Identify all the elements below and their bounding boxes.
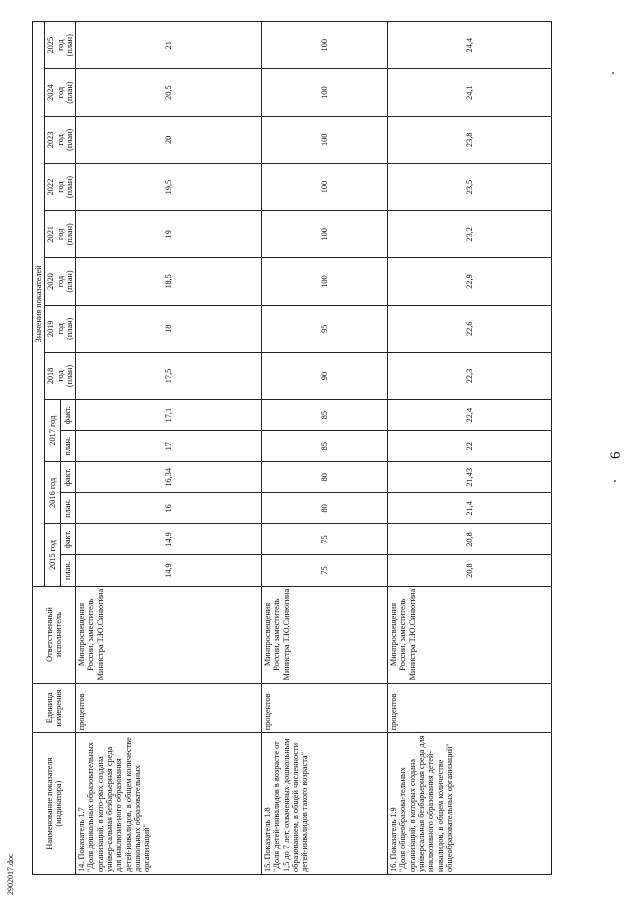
value-cell: 16 — [76, 493, 262, 524]
header-year-2025: 2025 год (план) — [45, 22, 76, 69]
header-year-2019: 2019 год (план) — [45, 305, 76, 352]
value-cell: 100 — [262, 258, 388, 305]
header-2017-plan: план. — [60, 431, 75, 462]
header-values-group: Значения показателей — [33, 22, 45, 587]
value-cell: 85 — [262, 431, 388, 462]
indicator-name-cell: 14. Показатель 1.7 "Доля дошкольных образовательных организаций, в кото-рых создана универ-сальная безбарьерная среда для инклюзив-ного образования детей-инвалидов, в общем количестве дошкольных образовательных организаций" — [76, 733, 262, 875]
value-cell: 17,1 — [76, 400, 262, 431]
value-cell: 22 — [388, 431, 552, 462]
unit-cell: процентов — [388, 683, 552, 733]
value-cell: 21,43 — [388, 462, 552, 493]
value-cell: 100 — [262, 163, 388, 210]
value-cell: 80 — [262, 462, 388, 493]
value-cell: 22,9 — [388, 258, 552, 305]
value-cell: 20,8 — [388, 555, 552, 586]
value-cell: 75 — [262, 524, 388, 555]
unit-cell: процентов — [76, 683, 262, 733]
header-2015-plan: план. — [60, 555, 75, 586]
header-year-2021: 2021 год (план) — [45, 211, 76, 258]
header-2016-fact: факт. — [60, 462, 75, 493]
value-cell: 23,5 — [388, 163, 552, 210]
value-cell: 100 — [262, 22, 388, 69]
header-2015: 2015 год — [45, 524, 60, 586]
value-cell: 14,9 — [76, 524, 262, 555]
table-row — [76, 22, 262, 875]
value-cell: 22,4 — [388, 400, 552, 431]
header-2017-fact: факт. — [60, 400, 75, 431]
value-cell: 14,9 — [76, 555, 262, 586]
value-cell: 16,34 — [76, 462, 262, 493]
value-cell: 18,5 — [76, 258, 262, 305]
value-cell: 22,6 — [388, 305, 552, 352]
value-cell: 18 — [76, 305, 262, 352]
value-cell: 100 — [262, 69, 388, 116]
value-cell: 20,8 — [388, 524, 552, 555]
header-year-2024: 2024 год (план) — [45, 69, 76, 116]
value-cell: 95 — [262, 305, 388, 352]
table-row — [388, 22, 552, 875]
header-2016-plan: план. — [60, 493, 75, 524]
value-cell: 100 — [262, 211, 388, 258]
unit-cell: процентов — [262, 683, 388, 733]
value-cell: 75 — [262, 555, 388, 586]
responsible-cell: Минпросвещения России, заместитель Министра Т.Ю.Синюгина — [262, 586, 388, 683]
value-cell: 24,4 — [388, 22, 552, 69]
responsible-cell: Минпросвещения России, заместитель Министра Т.Ю.Синюгина — [76, 586, 262, 683]
scan-speck — [612, 72, 614, 74]
header-year-2023: 2023 год (план) — [45, 116, 76, 163]
indicators-table — [32, 21, 552, 875]
responsible-cell: Минпросвещения России, заместитель Министра Т.Ю.Синюгина — [388, 586, 552, 683]
header-year-2022: 2022 год (план) — [45, 163, 76, 210]
page-number: 6 — [608, 451, 624, 459]
header-year-2018: 2018 год (план) — [45, 352, 76, 399]
value-cell: 23,2 — [388, 211, 552, 258]
header-2016: 2016 год — [45, 462, 60, 524]
value-cell: 20 — [76, 116, 262, 163]
value-cell: 100 — [262, 116, 388, 163]
header-name: Наименование показателя (индикатора) — [33, 733, 76, 875]
indicator-name-cell: 16. Показатель 1.9 "Доля общеобразова-тельных организаций, в которых создана универсальная безбарьерная среда для инклюзивного образования детей-инвалидов, в общем количестве общеобразовательных организаций" — [388, 733, 552, 875]
header-year-2020: 2020 год (план) — [45, 258, 76, 305]
header-2017: 2017 год — [45, 400, 60, 462]
value-cell: 24,1 — [388, 69, 552, 116]
value-cell: 19 — [76, 211, 262, 258]
value-cell: 85 — [262, 400, 388, 431]
table-row — [262, 22, 388, 875]
value-cell: 23,8 — [388, 116, 552, 163]
value-cell: 17,5 — [76, 352, 262, 399]
value-cell: 22,3 — [388, 352, 552, 399]
value-cell: 90 — [262, 352, 388, 399]
value-cell: 19,5 — [76, 163, 262, 210]
value-cell: 21,4 — [388, 493, 552, 524]
value-cell: 20,5 — [76, 69, 262, 116]
header-responsible: Ответственный исполнитель — [33, 586, 76, 683]
value-cell: 80 — [262, 493, 388, 524]
indicator-name-cell: 15. Показатель 1.8 "Доля детей-инвалидов в возрасте от 1,5 до 7 лет, охваченных дошкольным образованием, в общей численности детей-инвалидов такого возраста" — [262, 733, 388, 875]
value-cell: 17 — [76, 431, 262, 462]
scan-speck — [614, 480, 616, 482]
value-cell: 21 — [76, 22, 262, 69]
header-2015-fact: факт. — [60, 524, 75, 555]
header-unit: Единица измерения — [33, 683, 76, 733]
footer-doc-code: 2902017.doc — [6, 853, 15, 895]
